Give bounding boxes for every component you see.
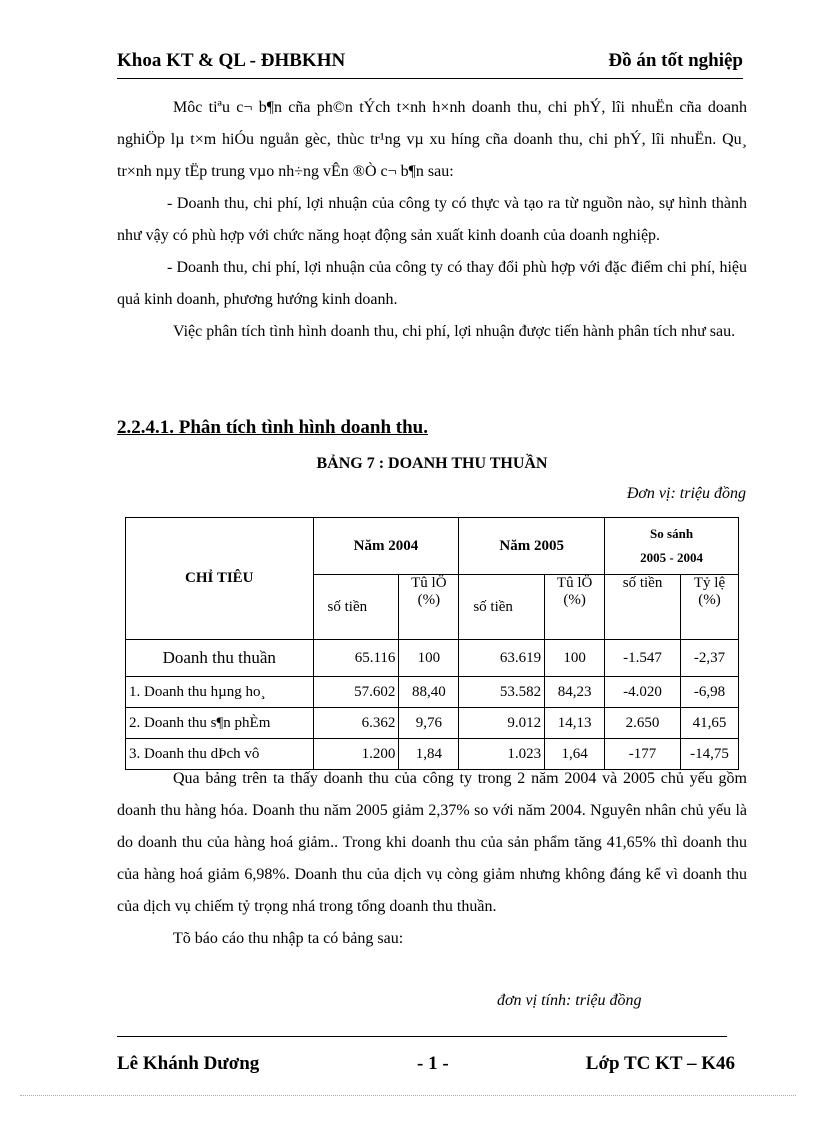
sub-header-so-tien-2005: số tiền: [459, 575, 545, 640]
col-header-so-sanh: [605, 518, 739, 575]
cell-2005-amount: 9.012: [459, 708, 545, 739]
row-label: 1. Doanh thu hµng ho¸: [126, 677, 314, 708]
cell-diff-pct: 41,65: [680, 708, 738, 739]
cell-2005-amount: 53.582: [459, 677, 545, 708]
cell-diff-pct: -14,75: [680, 739, 738, 770]
table-title: BẢNG 7 : DOANH THU THUẦN: [316, 455, 548, 472]
analysis-lead-in: Tõ báo cáo thu nhập ta có bảng sau:: [173, 930, 404, 947]
cell-diff-amount: -177: [605, 739, 681, 770]
footer-class: Lớp TC KT – K46: [585, 1053, 735, 1074]
col-header-2005: Năm 2005: [459, 518, 605, 575]
cell-2005-amount: 63.619: [459, 640, 545, 677]
cell-2005-share: 14,13: [545, 708, 605, 739]
page-number: - 1 -: [417, 1053, 449, 1074]
cell-2005-share: 100: [545, 640, 605, 677]
unit-label: Đơn vị: triệu đồng: [626, 485, 746, 502]
table-row: [126, 708, 739, 739]
page-footer: [117, 1053, 735, 1079]
row-label: Doanh thu thuần: [126, 640, 314, 677]
header-rule: [117, 78, 743, 79]
unit-label-2: đơn vị tính: triệu đồng: [497, 992, 642, 1009]
intro-paragraph: Môc tiªu c¬ b¶n cña ph©n tÝch t×nh h×nh doanh thu, chi phÝ, lîi nhuËn cña doanh nghiÖp lµ t×m hiÓu nguån gèc, thùc tr¹ng vµ xu híng cña doanh thu, chi phÝ, lîi nhuËn. Qu¸ tr×nh nµy tËp trung vµo nh÷ng vÊn ®Ò c¬ b¶n sau:: [117, 99, 747, 180]
cell-2004-amount: 57.602: [313, 677, 399, 708]
intro-conclusion: Việc phân tích tình hình doanh thu, chi phí, lợi nhuận được tiến hành phân tích như sau.: [173, 323, 736, 340]
footer-author: Lê Khánh Dương: [117, 1053, 260, 1074]
so-sanh-period: 2005 - 2004: [640, 550, 703, 565]
cell-2005-share: 1,64: [545, 739, 605, 770]
col-header-2004: Năm 2004: [313, 518, 459, 575]
cell-2004-amount: 1.200: [313, 739, 399, 770]
header-doc-type: Đồ án tốt nghiệp: [608, 50, 743, 71]
sub-header-so-tien-diff: số tiền: [605, 575, 681, 640]
table-header-row: [126, 518, 739, 575]
sub-header-ty-le-2005: Tû lÖ (%): [545, 575, 605, 640]
cell-diff-amount: 2.650: [605, 708, 681, 739]
intro-section: [117, 92, 747, 348]
cell-diff-amount: -1.547: [605, 640, 681, 677]
cell-2005-amount: 1.023: [459, 739, 545, 770]
analysis-paragraph: Qua bảng trên ta thấy doanh thu của công ty trong 2 năm 2004 và 2005 chủ yếu gồm doanh thu hàng hóa. Doanh thu năm 2005 giảm 2,37% so với năm 2004. Nguyên nhân chủ yếu là do doanh thu của hàng hoá giảm.. Trong khi doanh thu của sản phẩm tăng 41,65% thì doanh thu của hàng hoá giảm 6,98%. Doanh thu của dịch vụ còng giảm nhưng không đáng kể vì doanh thu của dịch vụ chiếm tỷ trọng nhá trong tổng doanh thu thuần.: [117, 770, 747, 915]
cell-diff-pct: -6,98: [680, 677, 738, 708]
intro-point-1: - Doanh thu, chi phí, lợi nhuận của công ty có thực và tạo ra từ nguồn nào, sự hình thành như vậy có phù hợp với chức năng hoạt động sản xuất kinh doanh của doanh nghiệp.: [117, 195, 747, 244]
sub-header-ty-le-2004: Tû lÖ (%): [399, 575, 459, 640]
cell-2004-share: 1,84: [399, 739, 459, 770]
col-header-chi-tieu: CHỈ TIÊU: [126, 518, 314, 640]
cell-2004-share: 9,76: [399, 708, 459, 739]
analysis-section: [117, 763, 747, 955]
page-boundary: [20, 1095, 796, 1096]
sub-header-so-tien-2004: số tiền: [313, 575, 399, 640]
cell-2004-amount: 6.362: [313, 708, 399, 739]
intro-point-2: - Doanh thu, chi phí, lợi nhuận của công ty có thay đổi phù hợp với đặc điểm chi phí, hiệu quả kinh doanh, phương hướng kinh doanh.: [117, 259, 747, 308]
footer-rule: [117, 1036, 727, 1037]
cell-2004-amount: 65.116: [313, 640, 399, 677]
cell-2004-share: 88,40: [399, 677, 459, 708]
revenue-table: [125, 517, 739, 770]
so-sanh-label: So sánh: [650, 526, 694, 541]
cell-2005-share: 84,23: [545, 677, 605, 708]
row-label: 3. Doanh thu dÞch vô: [126, 739, 314, 770]
cell-2004-share: 100: [399, 640, 459, 677]
sub-header-ty-le-diff: Tỷ lệ (%): [680, 575, 738, 640]
table-row: [126, 640, 739, 677]
table-row: [126, 677, 739, 708]
page-header: [117, 50, 743, 76]
cell-diff-pct: -2,37: [680, 640, 738, 677]
row-label: 2. Doanh thu s¶n phÈm: [126, 708, 314, 739]
section-title: 2.2.4.1. Phân tích tình hình doanh thu.: [117, 417, 428, 438]
header-faculty: Khoa KT & QL - ĐHBKHN: [117, 50, 346, 71]
cell-diff-amount: -4.020: [605, 677, 681, 708]
